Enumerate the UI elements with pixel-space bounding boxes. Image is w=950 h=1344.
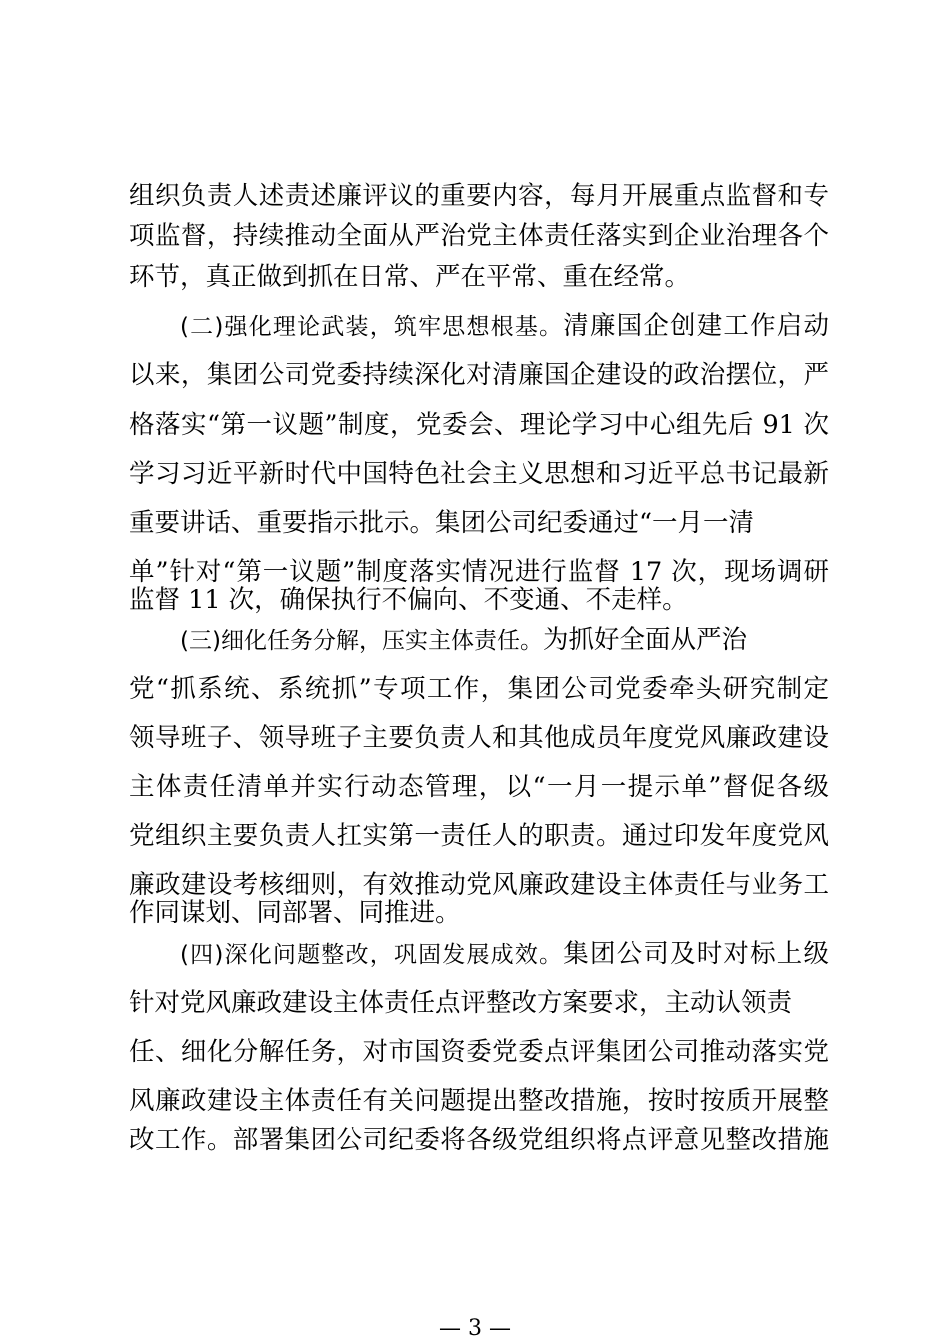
section-heading-line (180, 620, 829, 660)
paragraph-line: 改工作。部署集团公司纪委将各级党组织将点评意见整改措施 (129, 1125, 829, 1155)
paragraph-line: 党“抓系统、系统抓”专项工作，集团公司党委牵头研究制定 (129, 674, 829, 704)
paragraph-line: 以来，集团公司党委持续深化对清廉国企建设的政治摆位，严 (129, 360, 829, 390)
paragraph-line: 党组织主要负责人扛实第一责任人的职责。通过印发年度党风 (129, 821, 829, 851)
paragraph-line: 主体责任清单并实行动态管理，以“一月一提示单”督促各级 (129, 772, 829, 802)
paragraph-line: 格落实“第一议题”制度，党委会、理论学习中心组先后 91 次 (129, 410, 829, 440)
paragraph-line: 单”针对“第一议题”制度落实情况进行监督 17 次，现场调研 (129, 557, 829, 587)
paragraph-line: 环节，真正做到抓在日常、严在平常、重在经常。 (129, 262, 691, 292)
paragraph-line: 重要讲话、重要指示批示。集团公司纪委通过“一月一清 (129, 508, 755, 538)
paragraph-line: 廉政建设考核细则，有效推动党风廉政建设主体责任与业务工 (129, 870, 829, 900)
paragraph-line: 学习习近平新时代中国特色社会主义思想和习近平总书记最新 (129, 459, 829, 489)
heading-followup-text: 为抓好全面从严治 (542, 625, 747, 655)
paragraph-line: 项监督，持续推动全面从严治党主体责任落实到企业治理各个 (129, 221, 829, 251)
heading-followup-text: 集团公司及时对标上级 (563, 939, 829, 969)
paragraph-line: 针对党风廉政建设主体责任点评整改方案要求，主动认领责 (129, 988, 793, 1018)
section-heading-line (180, 934, 829, 974)
paragraph-line: 领导班子、领导班子主要负责人和其他成员年度党风廉政建设 (129, 723, 829, 753)
section-heading: (四)深化问题整改，巩固发展成效。 (180, 942, 564, 968)
paragraph-line: 组织负责人述责述廉评议的重要内容，每月开展重点监督和专 (129, 181, 829, 211)
heading-followup-text: 清廉国企创建工作启动 (563, 311, 829, 341)
section-heading-line (180, 306, 829, 346)
section-heading: (三)细化任务分解，压实主体责任。 (180, 628, 543, 654)
section-heading: (二)强化理论武装，筑牢思想根基。 (180, 314, 564, 340)
page-number: — 3 — (439, 1316, 511, 1341)
paragraph-line: 作同谋划、同部署、同推进。 (129, 898, 461, 928)
paragraph-line: 任、细化分解任务，对市国资委党委点评集团公司推动落实党 (129, 1037, 829, 1067)
paragraph-line: 监督 11 次，确保执行不偏向、不变通、不走样。 (129, 585, 688, 615)
paragraph-line: 风廉政建设主体责任有关问题提出整改措施，按时按质开展整 (129, 1086, 829, 1116)
